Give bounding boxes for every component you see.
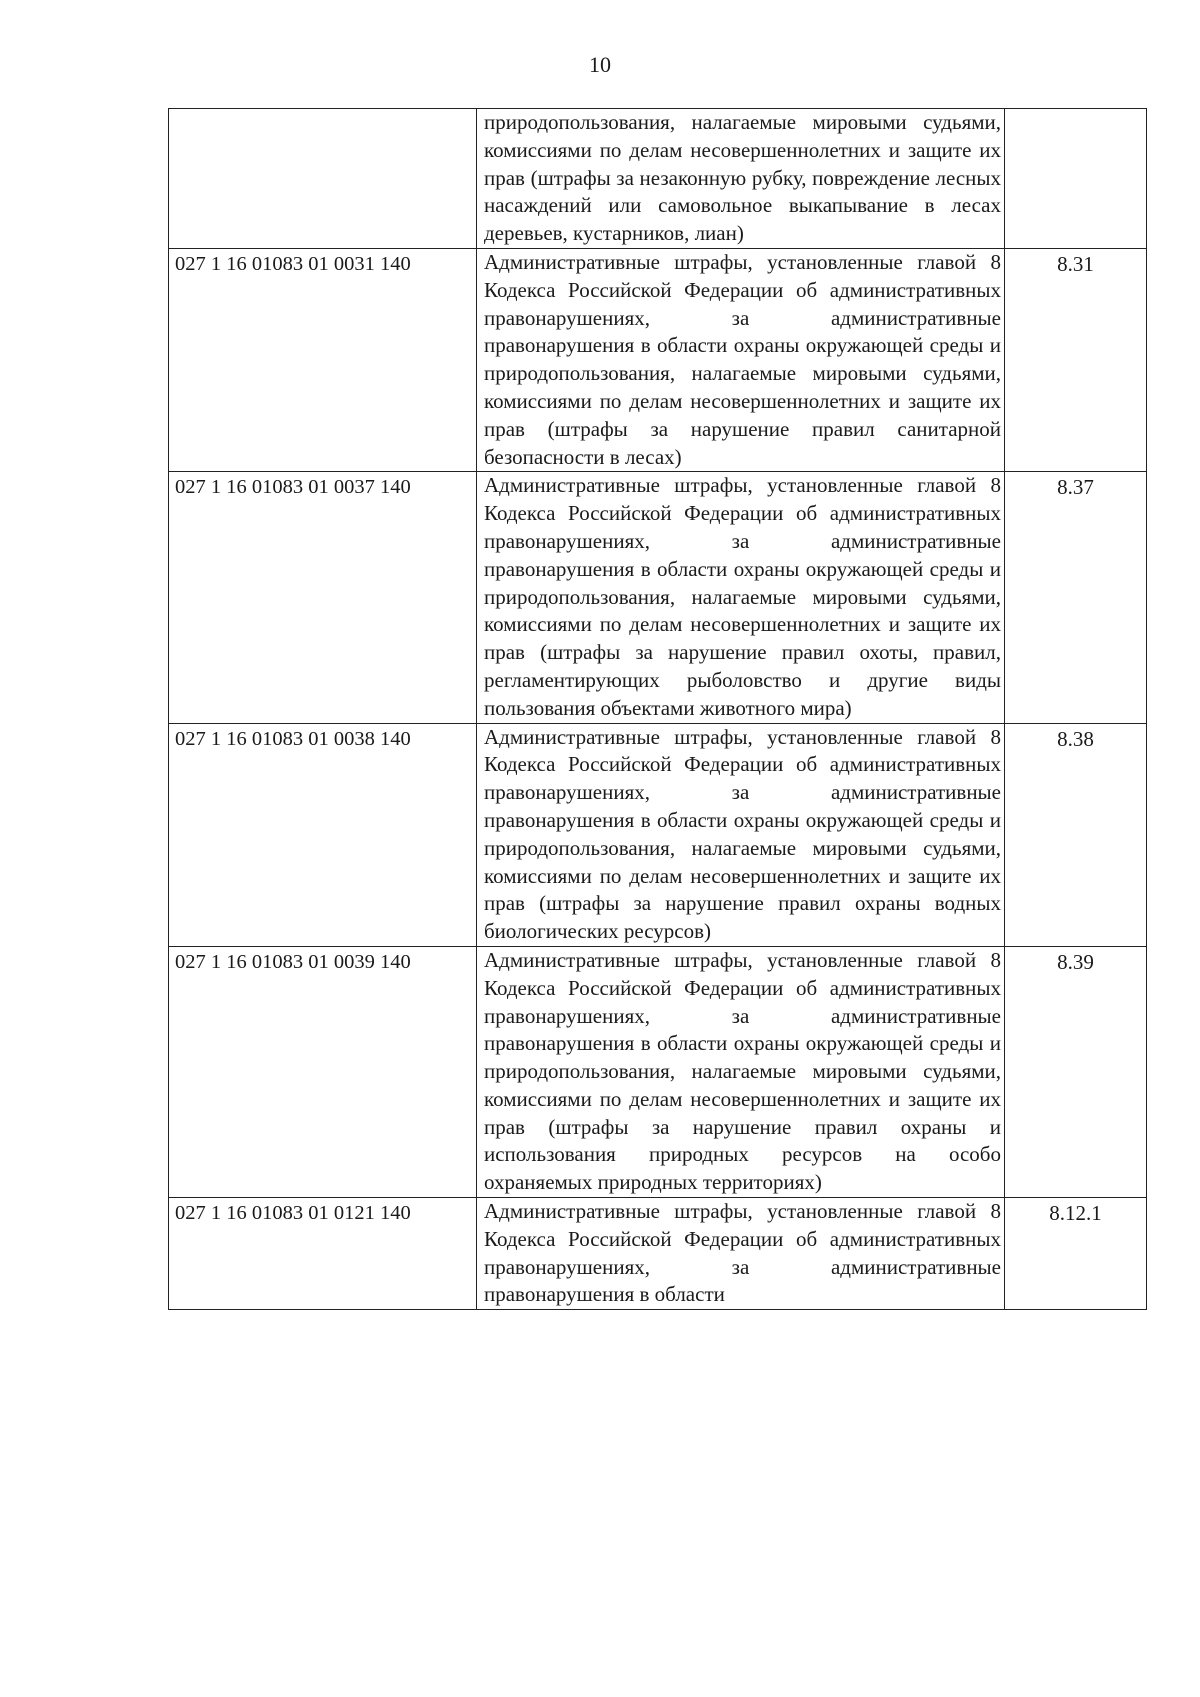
description-text: Административные штрафы, установленные главой 8 Кодекса Российской Федерации об административных правонарушениях, за административные правонарушения в области охраны окружающей среды и природопользования, налагаемые мировыми судьями, комиссиями по делам несовершеннолетних и защите их прав (штрафы за нарушение правил санитарной безопасности в лесах) (484, 249, 1001, 469)
budget-code-cell: 027 1 16 01083 01 0031 140 (169, 248, 477, 471)
table-row (169, 1198, 1147, 1310)
budget-code-cell: 027 1 16 01083 01 0039 140 (169, 946, 477, 1197)
budget-code-cell (169, 109, 477, 249)
article-cell: 8.38 (1005, 723, 1147, 946)
table-row (169, 946, 1147, 1197)
article-cell: 8.37 (1005, 472, 1147, 723)
description-text: Административные штрафы, установленные главой 8 Кодекса Российской Федерации об административных правонарушениях, за административные правонарушения в области охраны окружающей среды и природопользования, налагаемые мировыми судьями, комиссиями по делам несовершеннолетних и защите их прав (штрафы за нарушение правил охраны водных биологических ресурсов) (484, 724, 1001, 944)
description-cell (477, 723, 1005, 946)
budget-code-cell: 027 1 16 01083 01 0121 140 (169, 1198, 477, 1310)
budget-code-cell: 027 1 16 01083 01 0038 140 (169, 723, 477, 946)
description-text: Административные штрафы, установленные главой 8 Кодекса Российской Федерации об административных правонарушениях, за административные правонарушения в области (484, 1199, 1001, 1307)
article-cell: 8.39 (1005, 946, 1147, 1197)
description-text: Административные штрафы, установленные главой 8 Кодекса Российской Федерации об административных правонарушениях, за административные правонарушения в области охраны окружающей среды и природопользования, налагаемые мировыми судьями, комиссиями по делам несовершеннолетних и защите их прав (штрафы за нарушение правил охоты, правил, регламентирующих рыболовство и другие виды пользования объектами животного мира) (484, 473, 1001, 720)
table-row (169, 723, 1147, 946)
table-row (169, 109, 1147, 249)
article-cell: 8.31 (1005, 248, 1147, 471)
article-cell (1005, 109, 1147, 249)
article-cell: 8.12.1 (1005, 1198, 1147, 1310)
description-cell (477, 248, 1005, 471)
budget-code-cell: 027 1 16 01083 01 0037 140 (169, 472, 477, 723)
description-cell (477, 946, 1005, 1197)
description-text: природопользования, налагаемые мировыми судьями, комиссиями по делам несовершеннолетних и защите их прав (штрафы за незаконную рубку, повреждение лесных насаждений или самовольное выкапывание в лесах деревьев, кустарников, лиан) (484, 110, 1001, 246)
page-number: 10 (589, 52, 611, 77)
fines-table (168, 108, 1147, 1310)
description-cell (477, 472, 1005, 723)
description-cell (477, 109, 1005, 249)
table-row (169, 472, 1147, 723)
table-row (169, 248, 1147, 471)
description-cell (477, 1198, 1005, 1310)
description-text: Административные штрафы, установленные главой 8 Кодекса Российской Федерации об административных правонарушениях, за административные правонарушения в области охраны окружающей среды и природопользования, налагаемые мировыми судьями, комиссиями по делам несовершеннолетних и защите их прав (штрафы за нарушение правил охраны и использования природных ресурсов на особо охраняемых природных территориях) (484, 947, 1001, 1195)
